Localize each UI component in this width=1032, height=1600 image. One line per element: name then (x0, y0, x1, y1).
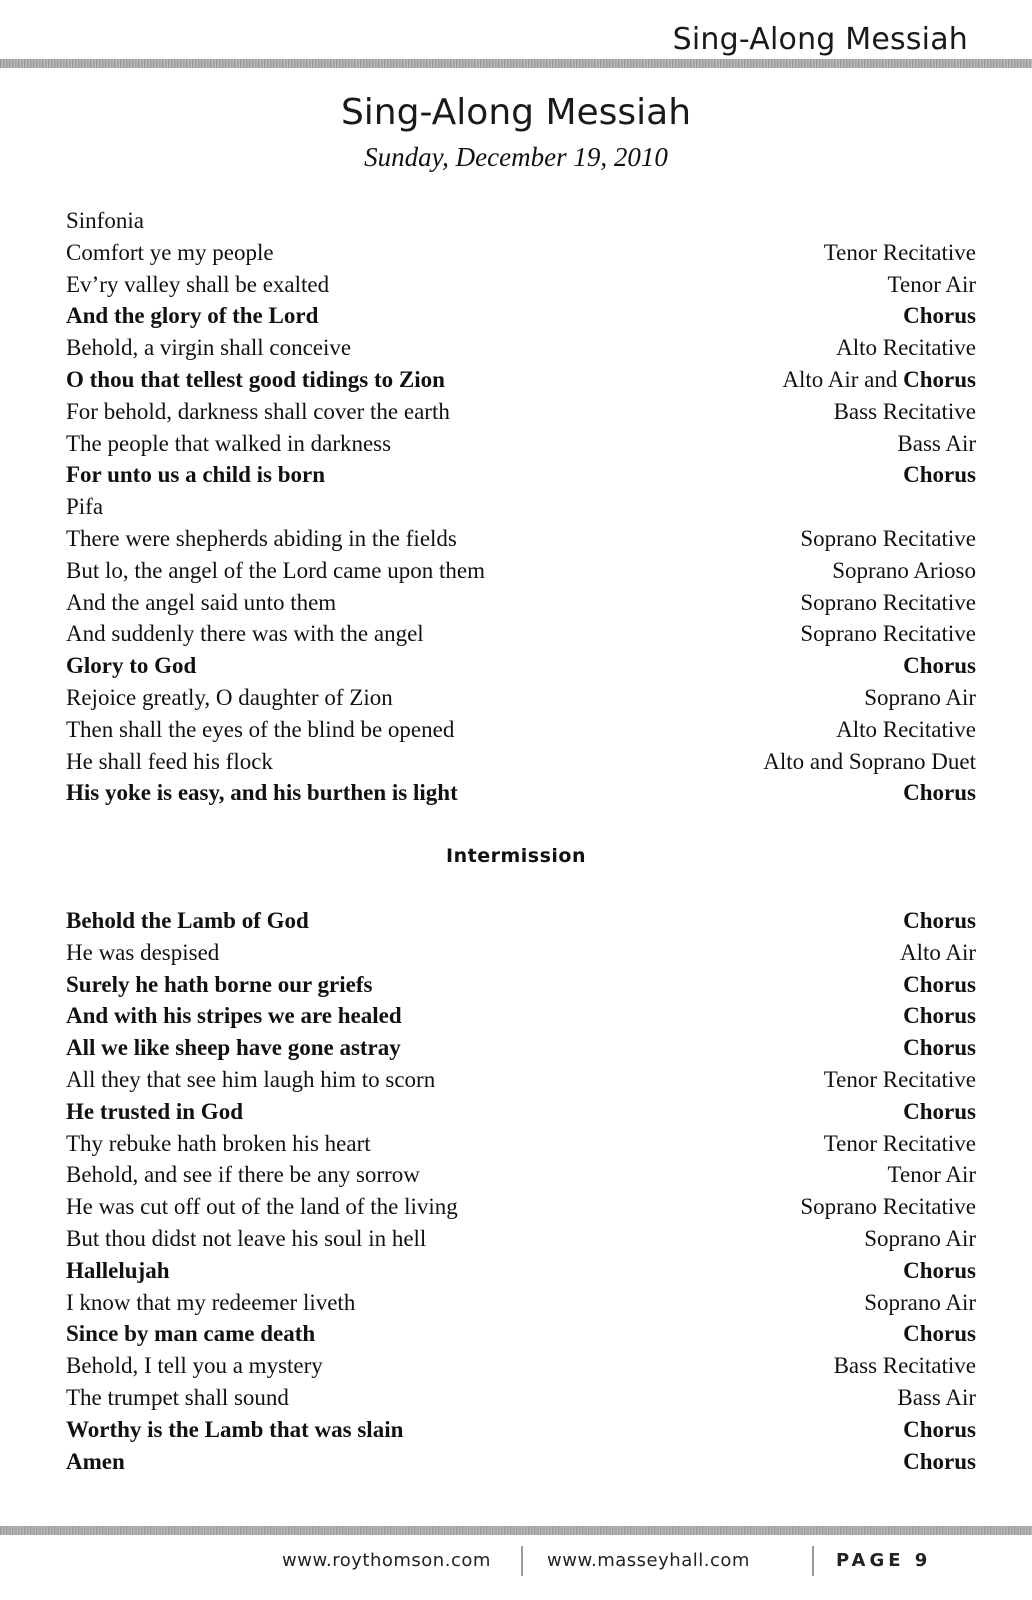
page-number: PAGE 9 (836, 1550, 932, 1571)
piece-title: Worthy is the Lamb that was slain (66, 1416, 404, 1442)
program-row (66, 1096, 976, 1128)
voice-part-text: Soprano Air (864, 1289, 976, 1315)
voice-part (903, 1032, 976, 1064)
piece-title: O thou that tellest good tidings to Zion (66, 366, 445, 392)
voice-part (824, 1064, 976, 1096)
top-rule (0, 59, 1032, 68)
program-part-one (66, 205, 976, 809)
piece-title: Comfort ye my people (66, 239, 274, 265)
program-part-two (66, 905, 976, 1477)
program-row (66, 332, 976, 364)
piece-title: He trusted in God (66, 1098, 243, 1124)
voice-part-text: Chorus (903, 1098, 976, 1124)
piece-title: The trumpet shall sound (66, 1384, 289, 1410)
program-row (66, 746, 976, 778)
piece-title: Since by man came death (66, 1321, 316, 1347)
program-row (66, 905, 976, 937)
program-row (66, 618, 976, 650)
voice-part (800, 523, 976, 555)
voice-part-text: Tenor Recitative (823, 1066, 976, 1092)
voice-part-text: Tenor Air (887, 1162, 976, 1188)
voice-part-text: Tenor Recitative (823, 239, 976, 265)
voice-part (897, 1382, 976, 1414)
voice-part (903, 650, 976, 682)
voice-part (903, 1255, 976, 1287)
piece-title: Glory to God (66, 653, 197, 679)
voice-part-text: Soprano Air (864, 1225, 976, 1251)
piece-title: I know that my redeemer liveth (66, 1289, 356, 1315)
voice-part-text: Bass Recitative (833, 1353, 976, 1379)
voice-part-text: Bass Recitative (833, 398, 976, 424)
piece-title: Surely he hath borne our griefs (66, 971, 373, 997)
voice-part-text: Chorus (903, 1448, 976, 1474)
footer-link-roythomson[interactable]: www.roythomson.com (282, 1550, 491, 1571)
piece-title: All they that see him laugh him to scorn (66, 1066, 436, 1092)
voice-part (824, 1128, 976, 1160)
program-row (66, 523, 976, 555)
voice-part-text: Tenor Recitative (823, 1130, 976, 1156)
piece-title: He shall feed his flock (66, 748, 273, 774)
voice-part (864, 682, 976, 714)
voice-part (824, 237, 976, 269)
piece-title: But thou didst not leave his soul in hell (66, 1225, 427, 1251)
piece-title: For behold, darkness shall cover the earth (66, 398, 450, 424)
voice-part-text: Chorus (903, 1035, 976, 1061)
piece-title: Pifa (66, 494, 104, 520)
voice-part (864, 1223, 976, 1255)
piece-title: All we like sheep have gone astray (66, 1035, 401, 1061)
voice-part-text: Alto Air and (782, 366, 898, 392)
piece-title: Sinfonia (66, 208, 144, 233)
voice-part-text: Soprano Arioso (832, 557, 976, 583)
program-row (66, 555, 976, 587)
program-row (66, 1159, 976, 1191)
voice-part (763, 746, 976, 778)
program-row (66, 237, 976, 269)
piece-title: He was despised (66, 939, 220, 965)
program-row (66, 300, 976, 332)
voice-part (900, 937, 976, 969)
voice-part-text: Alto Recitative (836, 335, 976, 361)
intermission-heading: Intermission (446, 845, 586, 867)
page-title: Sing-Along Messiah (340, 92, 692, 133)
program-row (66, 1382, 976, 1414)
voice-part (832, 555, 976, 587)
program-row (66, 650, 976, 682)
voice-part (903, 459, 976, 491)
footer-divider (521, 1546, 523, 1576)
program-row (66, 777, 976, 809)
voice-part-text: Soprano Recitative (800, 1194, 976, 1220)
piece-title: But lo, the angel of the Lord came upon them (66, 557, 485, 583)
voice-part (800, 618, 976, 650)
piece-title: There were shepherds abiding in the fields (66, 525, 457, 551)
voice-part-text: Alto Recitative (836, 716, 976, 742)
voice-part (782, 364, 976, 396)
program-row (66, 1350, 976, 1382)
voice-part-text: Chorus (903, 1416, 976, 1442)
bottom-rule (0, 1526, 1032, 1535)
voice-part-text: Chorus (903, 971, 976, 997)
voice-part-text: Soprano Recitative (800, 525, 976, 551)
voice-part (903, 1318, 976, 1350)
voice-part (903, 1000, 976, 1032)
voice-part-text: Chorus (903, 1321, 976, 1347)
voice-part (903, 1096, 976, 1128)
voice-part-text: Chorus (903, 1003, 976, 1029)
voice-part (836, 332, 976, 364)
footer-divider (812, 1546, 814, 1576)
piece-title: Behold, a virgin shall conceive (66, 335, 352, 361)
voice-part (800, 1191, 976, 1223)
program-row (66, 1255, 976, 1287)
voice-part-text: Chorus (903, 908, 976, 933)
voice-part (888, 1159, 976, 1191)
voice-part-text: Soprano Recitative (800, 621, 976, 647)
voice-part-text: Chorus (903, 780, 976, 806)
voice-part (888, 269, 976, 301)
voice-part (903, 300, 976, 332)
program-row (66, 1223, 976, 1255)
piece-title: Behold the Lamb of God (66, 908, 309, 933)
event-date: Sunday, December 19, 2010 (364, 142, 668, 172)
piece-title: Behold, I tell you a mystery (66, 1353, 323, 1379)
piece-title: Ev’ry valley shall be exalted (66, 271, 330, 297)
voice-part-text: Chorus (903, 462, 976, 488)
voice-part-text: Chorus (903, 1257, 976, 1283)
piece-title: For unto us a child is born (66, 462, 326, 488)
piece-title: Hallelujah (66, 1257, 170, 1283)
piece-title: Thy rebuke hath broken his heart (66, 1130, 371, 1156)
piece-title: Behold, and see if there be any sorrow (66, 1162, 420, 1188)
program-row (66, 269, 976, 301)
program-row (66, 459, 976, 491)
footer-link-masseyhall[interactable]: www.masseyhall.com (547, 1550, 750, 1571)
voice-part-text: Soprano Air (864, 684, 976, 710)
voice-part-text: Bass Air (897, 1384, 976, 1410)
program-row (66, 1128, 976, 1160)
voice-part (800, 587, 976, 619)
program-row (66, 1414, 976, 1446)
piece-title: His yoke is easy, and his burthen is light (66, 780, 458, 806)
piece-title: And with his stripes we are healed (66, 1003, 402, 1029)
voice-part (903, 1414, 976, 1446)
program-row (66, 682, 976, 714)
program-row (66, 1032, 976, 1064)
piece-title: Rejoice greatly, O daughter of Zion (66, 684, 393, 710)
piece-title: And suddenly there was with the angel (66, 621, 424, 647)
program-row (66, 1287, 976, 1319)
piece-title: And the angel said unto them (66, 589, 337, 615)
program-row (66, 428, 976, 460)
program-row (66, 714, 976, 746)
program-row (66, 969, 976, 1001)
voice-part-text: Soprano Recitative (800, 589, 976, 615)
voice-part (903, 905, 976, 937)
voice-part (897, 428, 976, 460)
voice-part (834, 1350, 976, 1382)
voice-part (903, 969, 976, 1001)
piece-title: Amen (66, 1448, 125, 1474)
voice-part-text: Chorus (903, 303, 976, 329)
voice-part (834, 396, 976, 428)
voice-part-text: Bass Air (897, 430, 976, 456)
program-row (66, 1191, 976, 1223)
voice-part (836, 714, 976, 746)
piece-title: Then shall the eyes of the blind be opened (66, 716, 455, 742)
running-header-title: Sing-Along Messiah (672, 22, 968, 57)
voice-part (864, 1287, 976, 1319)
program-row (66, 1064, 976, 1096)
voice-part (903, 777, 976, 809)
voice-part-text: Tenor Air (887, 271, 976, 297)
program-row (66, 937, 976, 969)
program-row (66, 364, 976, 396)
footer (0, 1546, 1032, 1576)
voice-part-text: Alto and Soprano Duet (763, 748, 976, 774)
program-row (66, 396, 976, 428)
voice-part-text: Chorus (903, 653, 976, 679)
program-row (66, 491, 976, 523)
program-row (66, 205, 976, 237)
program-row (66, 587, 976, 619)
program-row (66, 1446, 976, 1478)
voice-part-text: Alto Air (899, 939, 976, 965)
program-row (66, 1000, 976, 1032)
piece-title: He was cut off out of the land of the living (66, 1194, 458, 1220)
program-row (66, 1318, 976, 1350)
piece-title: And the glory of the Lord (66, 303, 319, 329)
voice-part (903, 1446, 976, 1478)
voice-part-chorus: Chorus (903, 366, 976, 392)
piece-title: The people that walked in darkness (66, 430, 392, 456)
